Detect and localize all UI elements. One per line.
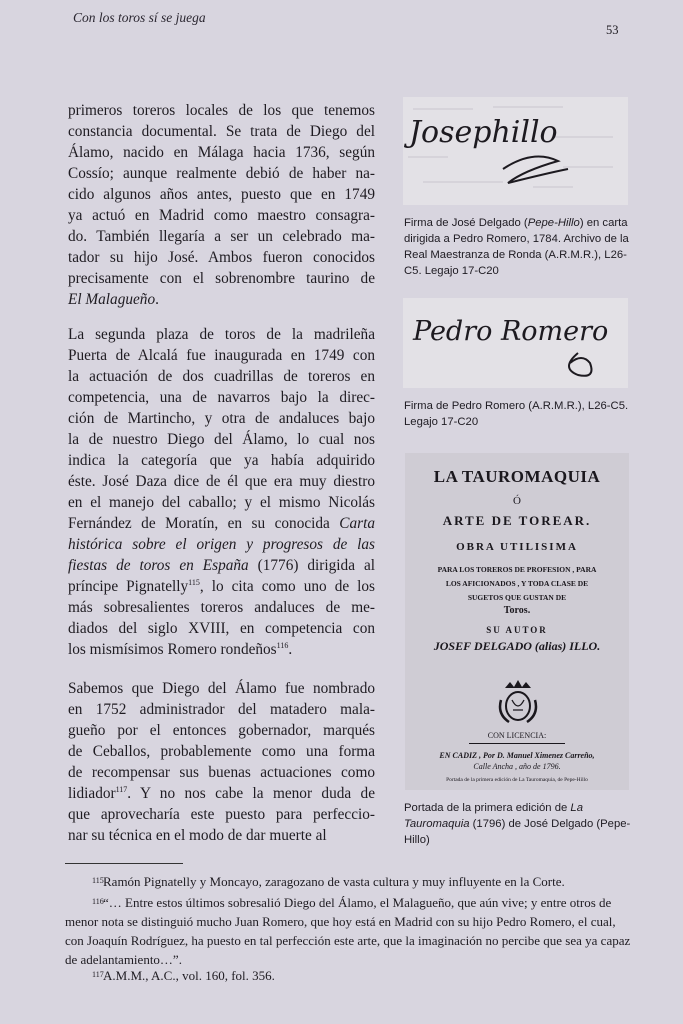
text-line [68, 639, 375, 660]
text-segment: nar su técnica en el modo de dar muerte al [68, 827, 327, 844]
text-line [68, 205, 375, 226]
text-segment: éste. José Daza dice de él que era muy diestro [68, 473, 375, 490]
text-line [68, 121, 375, 142]
caption-text: ) en carta dirigida a Pedro Romero, 1784. Archivo de la Real Maestranza de Ronda (A.R.M.R.), L26-C5. Legajo 17-C20 [404, 217, 629, 277]
footnote-text: A.M.M., A.C., vol. 160, fol. 356. [103, 968, 275, 983]
page-number: 53 [606, 23, 619, 37]
text-line [68, 289, 375, 310]
tp-o: Ó [513, 495, 521, 507]
tp-author: JOSEF DELGADO (alias) ILLO. [433, 639, 601, 653]
signature-pepe-hillo-image [403, 97, 628, 205]
signature-text: Pedro Romero [413, 316, 609, 347]
signature-pedro-romero-image [403, 298, 628, 388]
text-line [68, 513, 375, 534]
footnote-number: 117 [92, 970, 104, 979]
caption-italic: La Tauromaquia [404, 802, 583, 830]
tauromaquia-title-page-image [405, 453, 629, 790]
text-segment: Cossío; aunque realmente debió de haber na- [68, 165, 375, 182]
text-segment: diados del siglo XVIII, en competencia con [68, 620, 375, 637]
tp-imprint: EN CADIZ , Por D. Manuel Ximenez Carreño, [439, 751, 595, 760]
text-segment: lidiador [68, 785, 116, 802]
text-segment: los mismísimos Romero rondeños [68, 641, 277, 658]
text-line [68, 741, 375, 762]
text-segment: indica la categoría que ya había adquirido [68, 452, 375, 469]
text-segment: Álamo, nacido en Málaga hacia 1736, según [68, 144, 375, 161]
text-line [68, 576, 375, 597]
text-segment: . [288, 641, 293, 658]
footnote-117 [65, 965, 635, 985]
footnote-text: “… Entre estos últimos sobresalió Diego del Álamo, el Malagueño, que aún vive; y entre otros de menor nota se distinguió mucho Juan Romero, que hoy está en Madrid con su hijo Pedro Romero, el cual, con Joaquín Rodríguez, ha puesto en tal perfección este arte, que la imaginación no percibe que sea ya capaz de adelantamiento…”. [65, 895, 631, 967]
text-segment: fiestas de toros en España [68, 557, 249, 574]
footnote-ref: 117 [115, 785, 128, 794]
text-line [68, 100, 375, 121]
text-line [68, 618, 375, 639]
caption-italic: Pepe-Hillo [527, 217, 580, 229]
text-segment: El Malagueño [68, 291, 156, 308]
signature-text: Josephillo [409, 115, 558, 150]
tp-footer: Portada de la primera edición de La Tauromaquia, de Pepe-Hillo [446, 777, 588, 783]
paragraph [68, 100, 375, 310]
text-segment: que aprovecharía este puesto para perfeccio- [68, 806, 375, 823]
text-segment: tador su hijo José. Ambos fueron conocidos [68, 249, 375, 266]
text-line [68, 345, 375, 366]
running-head: Con los toros sí se juega [73, 10, 206, 25]
tp-desc: LOS AFICIONADOS , Y TODA CLASE DE [445, 579, 589, 588]
footnote-116 [65, 892, 635, 969]
footnote-text: Ramón Pignatelly y Moncayo, zaragozano de vasta cultura y muy influyente en la Corte. [103, 874, 565, 889]
text-line [68, 783, 375, 804]
text-line [68, 268, 375, 289]
text-line [68, 408, 375, 429]
footnote-divider [65, 863, 183, 864]
text-segment: primeros toreros locales de los que tenemos [68, 102, 375, 119]
text-segment: La segunda plaza de toros de la madrileña [68, 326, 375, 343]
text-segment: . Y no nos cabe la menor duda de [127, 785, 375, 802]
tp-subtitle: ARTE DE TOREAR. [442, 513, 592, 528]
tp-imprint: Calle Ancha , año de 1796. [473, 762, 561, 771]
caption-text: Portada de la primera edición de [404, 802, 571, 814]
text-line [68, 555, 375, 576]
royal-crest-icon [497, 678, 539, 728]
text-segment: cido algunos años antes, puesto que en 1749 [68, 186, 375, 203]
text-segment: Fernández de Moratín, en su conocida [68, 515, 340, 532]
text-segment: ya actuó en Madrid como maestro consagra- [68, 207, 375, 224]
text-line [68, 720, 375, 741]
text-segment: ción de Martincho, y otra de andaluces bajo [68, 410, 375, 427]
text-segment: histórica sobre el origen y progresos de las [68, 536, 375, 553]
footnote-number: 116 [92, 897, 104, 906]
paragraph [68, 324, 375, 660]
text-line [68, 387, 375, 408]
text-segment: de recompensar sus buenas actuaciones como [68, 764, 375, 781]
tp-desc: SUGETOS QUE GUSTAN DE [467, 593, 567, 602]
tp-obra: OBRA UTILISIMA [456, 541, 578, 553]
text-segment: en el manejo del caballo; y el mismo Nicolás [68, 494, 375, 511]
text-line [68, 825, 375, 846]
text-line [68, 699, 375, 720]
tp-su-autor: SU AUTOR [486, 625, 548, 635]
text-segment: precisamente con el sobrenombre taurino de [68, 270, 375, 287]
signature-pepe-hillo-caption [404, 215, 632, 279]
signature-pedro-romero-caption: Firma de Pedro Romero (A.R.M.R.), L26-C5. Legajo 17-C20 [404, 400, 629, 428]
text-segment: Carta [339, 515, 375, 532]
text-line [68, 247, 375, 268]
footnote-number: 115 [92, 876, 104, 885]
text-line [68, 804, 375, 825]
text-segment: gueño por el entonces gobernador, marqués [68, 722, 375, 739]
text-line [68, 450, 375, 471]
text-segment: , lo cita como uno de los [199, 578, 375, 595]
text-segment: . [155, 291, 159, 308]
text-line [68, 366, 375, 387]
text-segment: competencia, una de navarros bajo la direc- [68, 389, 375, 406]
tp-title: LA TAUROMAQUIA [433, 467, 601, 486]
text-line [68, 429, 375, 450]
text-segment: constancia documental. Se trata de Diego del [68, 123, 375, 140]
caption-text: Firma de José Delgado ( [404, 217, 528, 229]
text-line [68, 226, 375, 247]
footnote-115 [65, 871, 635, 891]
text-segment: de Ceballos, probablemente como una forma [68, 743, 375, 760]
tp-desc: PARA LOS TOREROS DE PROFESION , PARA [437, 565, 597, 574]
text-segment: príncipe Pignatelly [68, 578, 189, 595]
paragraph [68, 678, 375, 846]
title-page-caption [404, 800, 632, 848]
text-line [68, 142, 375, 163]
text-segment: la de nuestro Diego del Álamo, lo cual nos [68, 431, 375, 448]
tp-desc: Toros. [503, 605, 531, 616]
footnote-ref: 115 [188, 578, 200, 587]
text-line [68, 163, 375, 184]
text-segment: do. También llegaría a ser un celebrado ma- [68, 228, 375, 245]
text-line [68, 597, 375, 618]
text-segment: Sabemos que Diego del Álamo fue nombrado [68, 680, 375, 697]
footnote-ref: 116 [276, 641, 289, 650]
text-line [68, 492, 375, 513]
text-line [68, 324, 375, 345]
text-line [68, 471, 375, 492]
text-segment: más sobresalientes toreros andaluces de me- [68, 599, 375, 616]
tp-licencia: CON LICENCIA: [487, 731, 547, 740]
caption-text: (1796) de José Delgado (Pepe-Hillo) [404, 818, 631, 846]
text-segment: Puerta de Alcalá fue inaugurada en 1749 con [68, 347, 375, 364]
text-segment: en 1752 administrador del matadero mala- [68, 701, 375, 718]
text-line [68, 762, 375, 783]
text-line [68, 678, 375, 699]
text-line [68, 184, 375, 205]
text-line [68, 534, 375, 555]
text-segment: la actuación de dos cuadrillas de toreros en [68, 368, 375, 385]
text-segment: (1776) dirigida al [248, 557, 376, 574]
